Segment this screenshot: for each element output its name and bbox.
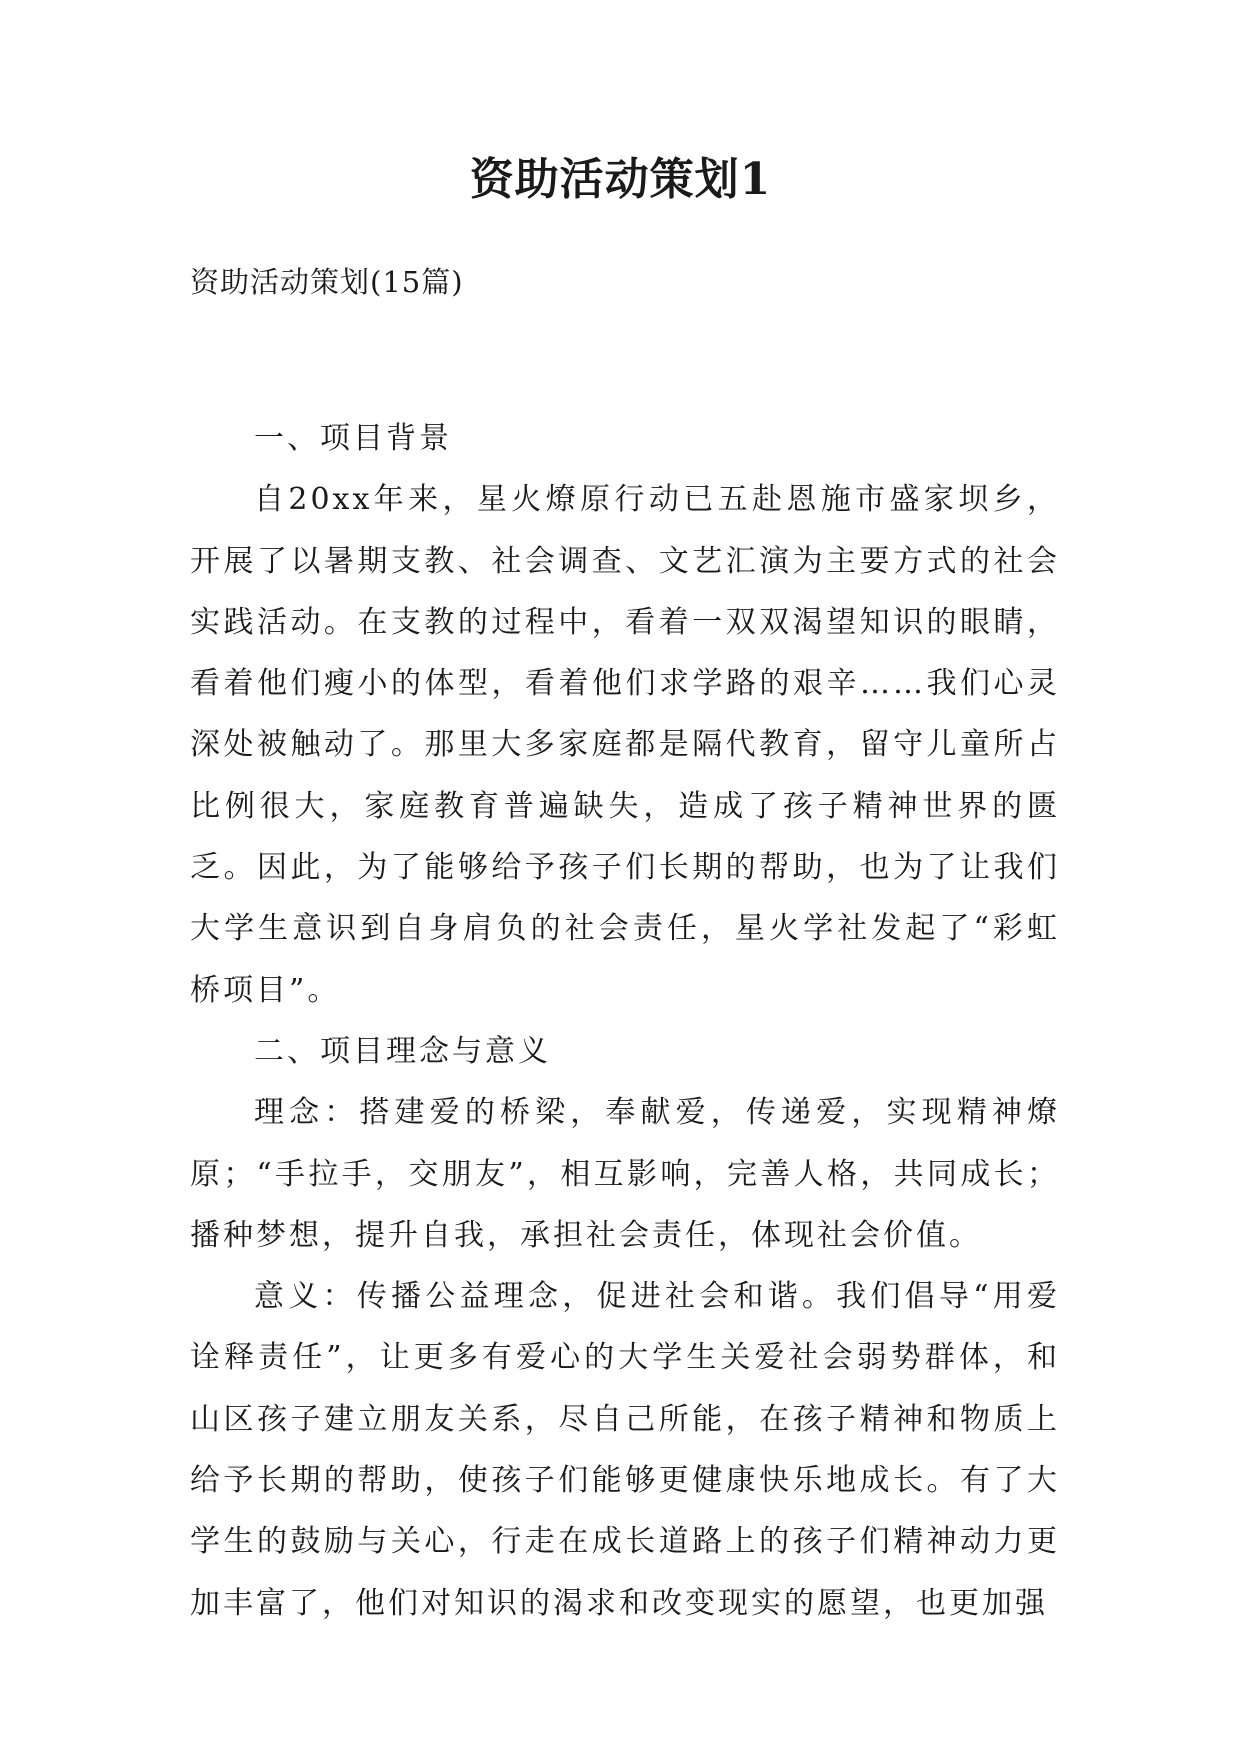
paragraph-concept: 理念：搭建爱的桥梁，奉献爱，传递爱，实现精神燎原；“手拉手，交朋友”，相互影响，完善人格，共同成长；播种梦想，提升自我，承担社会责任，体现社会价值。 bbox=[190, 1095, 1060, 1253]
document-subtitle: 资助活动策划(15篇) bbox=[190, 265, 464, 299]
document-title: 资助活动策划1 bbox=[469, 154, 772, 205]
section-heading-background: 一、项目背景 bbox=[254, 421, 452, 456]
paragraph-background: 自20xx年来，星火燎原行动已五赴恩施市盛家坝乡，开展了以暑期支教、社会调查、文艺汇演为主要方式的社会实践活动。在支教的过程中，看着一双双渴望知识的眼睛，看着他们瘦小的体型，看着他们求学路的艰辛……我们心灵深处被触动了。那里大多家庭都是隔代教育，留守儿童所占比例很大，家庭教育普遍缺失，造成了孩子精神世界的匮乏。因此，为了能够给予孩子们长期的帮助，也为了让我们大学生意识到自身肩负的社会责任，星火学社发起了“彩虹桥项目”。 bbox=[190, 482, 1060, 1008]
paragraph-significance: 意义：传播公益理念，促进社会和谐。我们倡导“用爱诠释责任”，让更多有爱心的大学生关爱社会弱势群体，和山区孩子建立朋友关系，尽自己所能，在孩子精神和物质上给予长期的帮助，使孩子们能够更健康快乐地成长。有了大学生的鼓励与关心，行走在成长道路上的孩子们精神动力更加丰富了，他们对知识的渴求和改变现实的愿望，也更加强 bbox=[190, 1279, 1060, 1621]
section-heading-concept: 二、项目理念与意义 bbox=[254, 1033, 551, 1069]
document-body bbox=[190, 408, 1060, 1634]
